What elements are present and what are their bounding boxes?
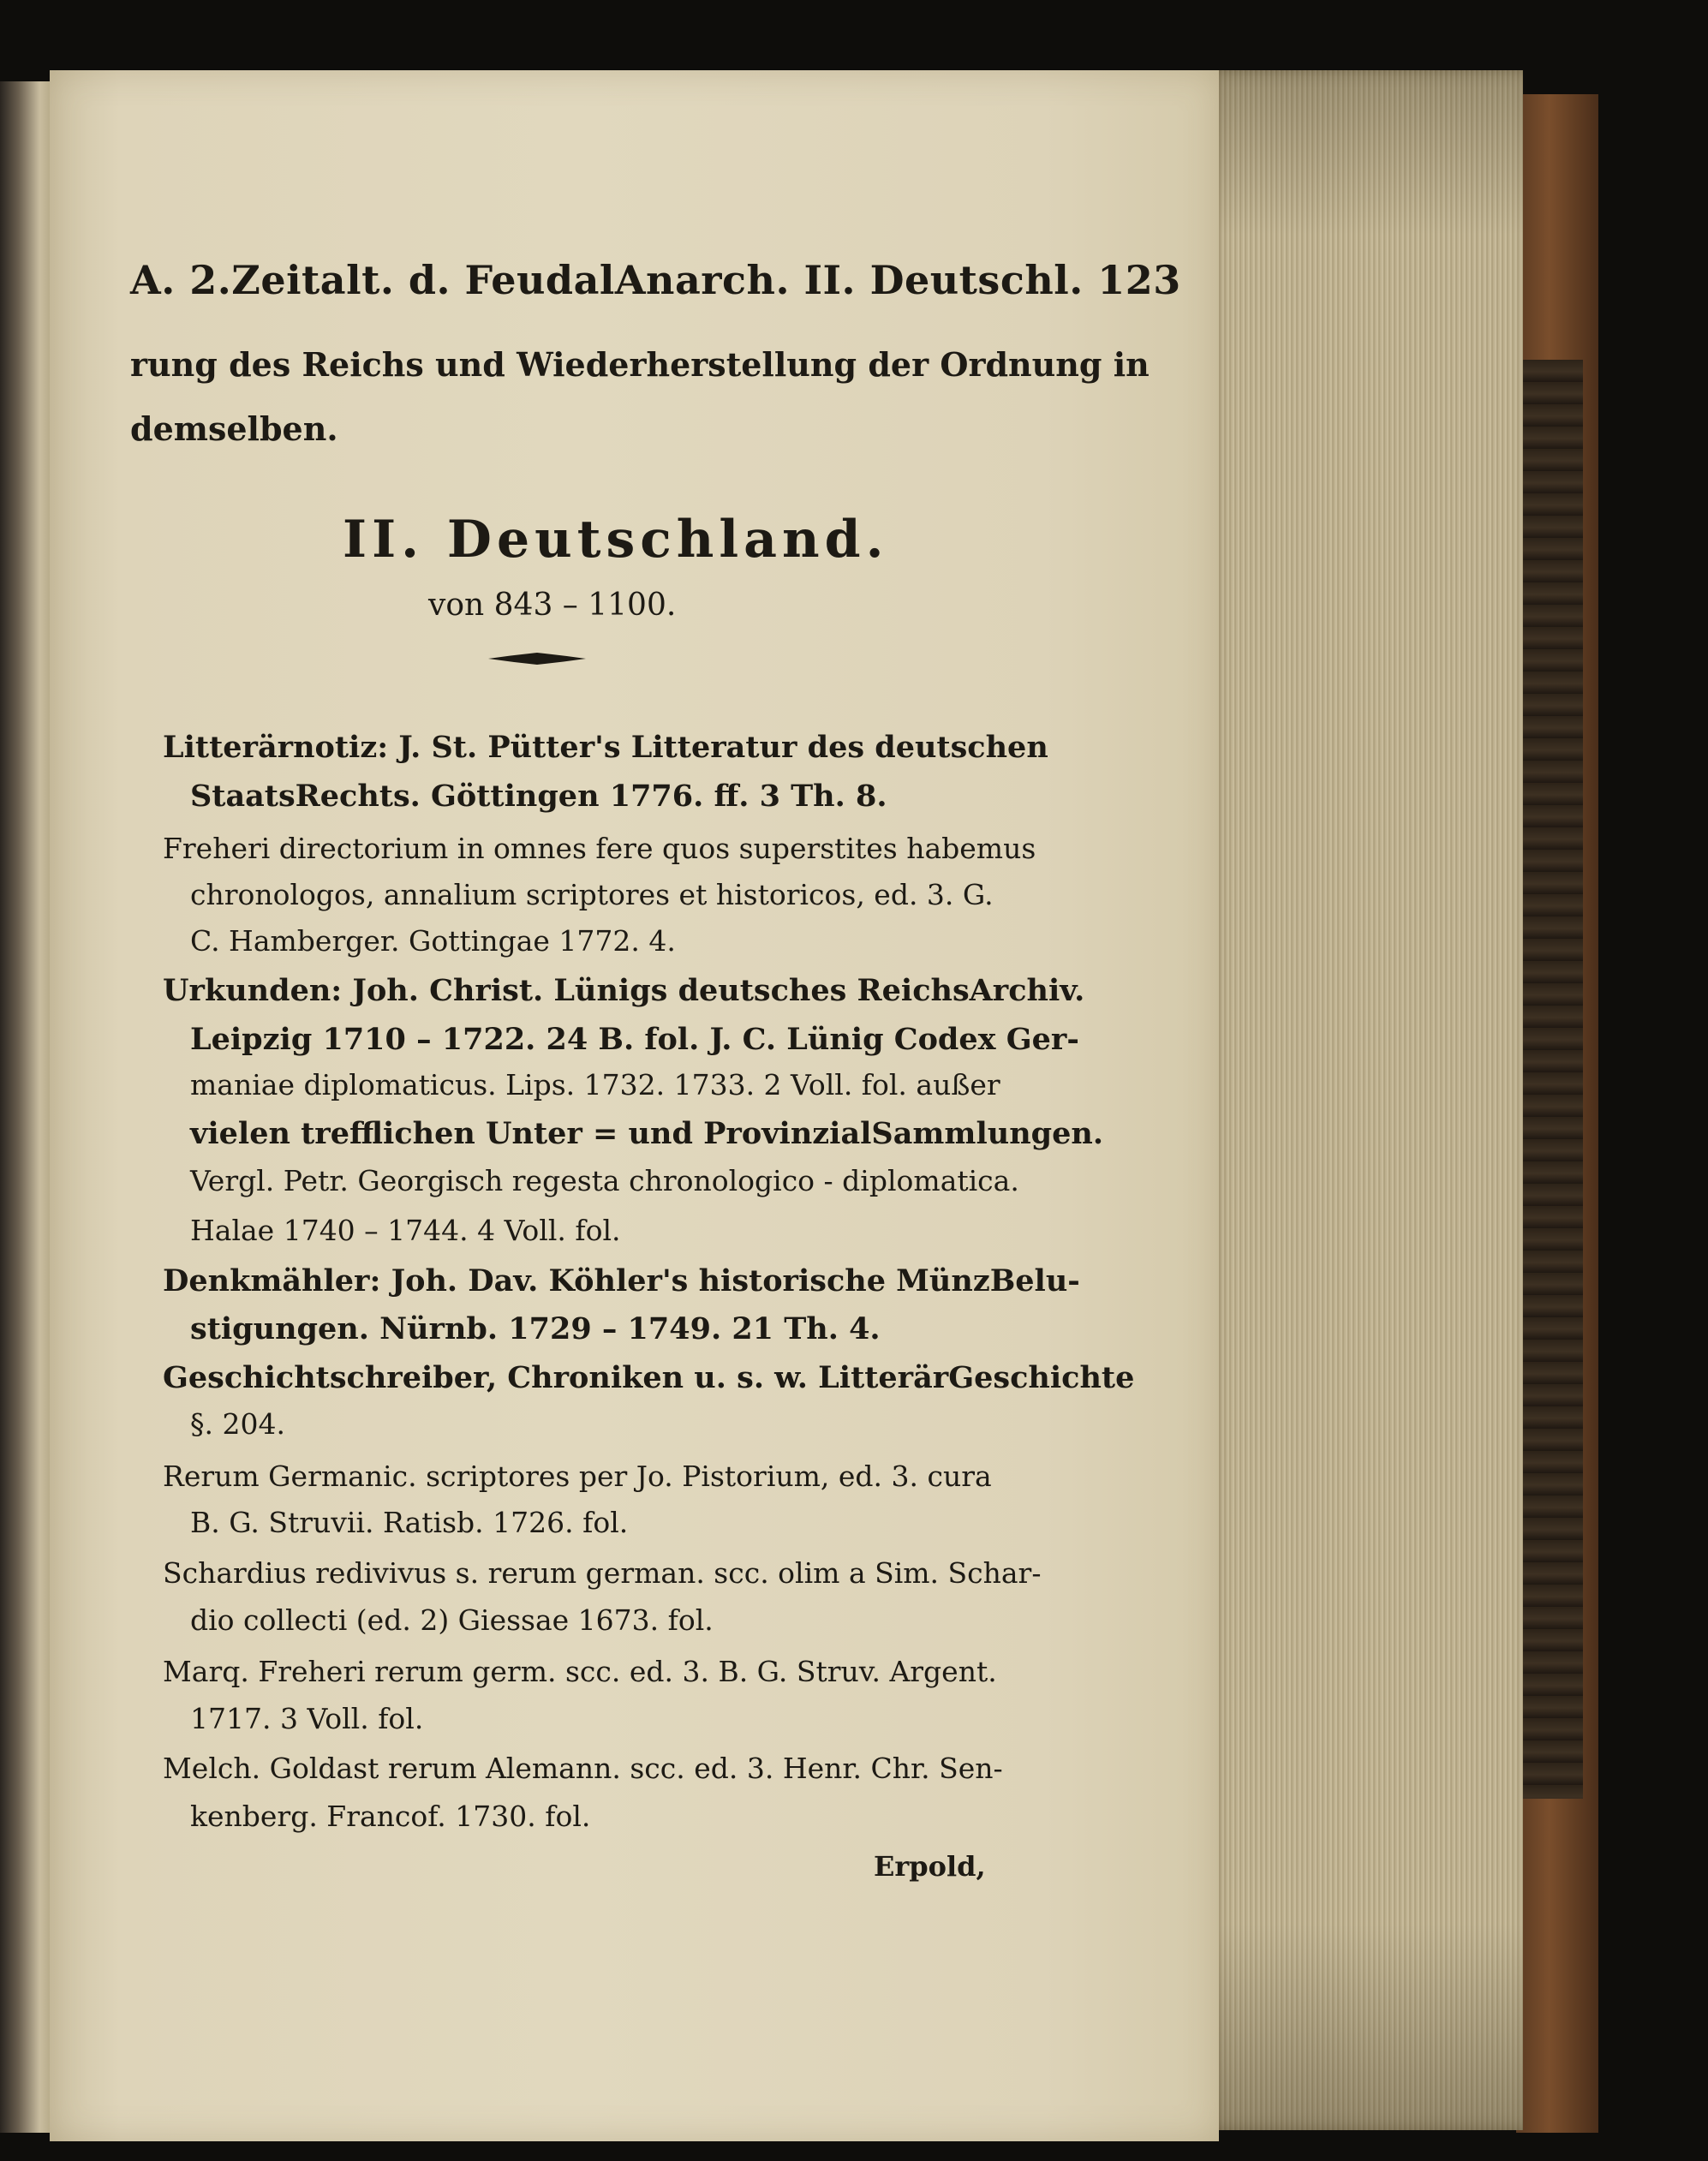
intro-line: rung des Reichs und Wiederherstellung der Ordnung in [130, 345, 1150, 384]
bibliography-line: kenberg. Francof. 1730. fol. [190, 1800, 591, 1833]
bibliography-line: Litterärnotiz: J. St. Pütter's Litteratur des deutschen [163, 730, 1048, 765]
bibliography-line: Denkmähler: Joh. Dav. Köhler's historische MünzBelu- [163, 1263, 1080, 1298]
divider-ornament [487, 651, 588, 666]
bibliography-line: 1717. 3 Voll. fol. [190, 1702, 424, 1735]
left-page-edge [0, 81, 53, 2133]
intro-line: demselben. [130, 409, 338, 448]
bibliography-line: C. Hamberger. Gottingae 1772. 4. [190, 924, 676, 958]
bibliography-line: Melch. Goldast rerum Alemann. scc. ed. 3. Henr. Chr. Sen- [163, 1752, 1003, 1785]
bibliography-line: stigungen. Nürnb. 1729 – 1749. 21 Th. 4. [190, 1311, 881, 1346]
bibliography-line: Urkunden: Joh. Christ. Lünigs deutsches ReichsArchiv. [163, 973, 1085, 1008]
bibliography-line: vielen trefflichen Unter = und ProvinzialSammlungen. [190, 1116, 1104, 1151]
cover-spine-band [1523, 360, 1583, 1799]
catchword: Erpold, [874, 1850, 986, 1883]
bibliography-line: Marq. Freheri rerum germ. scc. ed. 3. B. G. Struv. Argent. [163, 1655, 997, 1688]
bibliography-line: dio collecti (ed. 2) Giessae 1673. fol. [190, 1603, 714, 1637]
bibliography-line: §. 204. [190, 1407, 285, 1441]
bibliography-line: Schardius redivivus s. rerum german. scc. olim a Sim. Schar- [163, 1556, 1042, 1590]
bibliography-line: Rerum Germanic. scriptores per Jo. Pistorium, ed. 3. cura [163, 1460, 992, 1493]
bibliography-line: maniae diplomaticus. Lips. 1732. 1733. 2 Voll. fol. außer [190, 1068, 1000, 1101]
page-edge-shading [1206, 70, 1523, 2130]
bibliography-line: Halae 1740 – 1744. 4 Voll. fol. [190, 1214, 621, 1247]
running-head: A. 2.Zeitalt. d. FeudalAnarch. II. Deutschl. 123 [130, 257, 1181, 303]
bibliography-line: chronologos, annalium scriptores et historicos, ed. 3. G. [190, 878, 994, 911]
section-title: II. Deutschland. [343, 510, 889, 570]
bibliography-line: Vergl. Petr. Georgisch regesta chronologico - diplomatica. [190, 1164, 1019, 1197]
bibliography-line: Geschichtschreiber, Chroniken u. s. w. LitterärGeschichte [163, 1360, 1135, 1395]
bibliography-line: B. G. Struvii. Ratisb. 1726. fol. [190, 1506, 629, 1539]
bibliography-line: Freheri directorium in omnes fere quos superstites habemus [163, 832, 1036, 865]
section-dates: von 843 – 1100. [428, 588, 677, 623]
bibliography-line: StaatsRechts. Göttingen 1776. ff. 3 Th. 8. [190, 779, 887, 814]
bibliography-line: Leipzig 1710 – 1722. 24 B. fol. J. C. Lünig Codex Ger- [190, 1022, 1079, 1057]
